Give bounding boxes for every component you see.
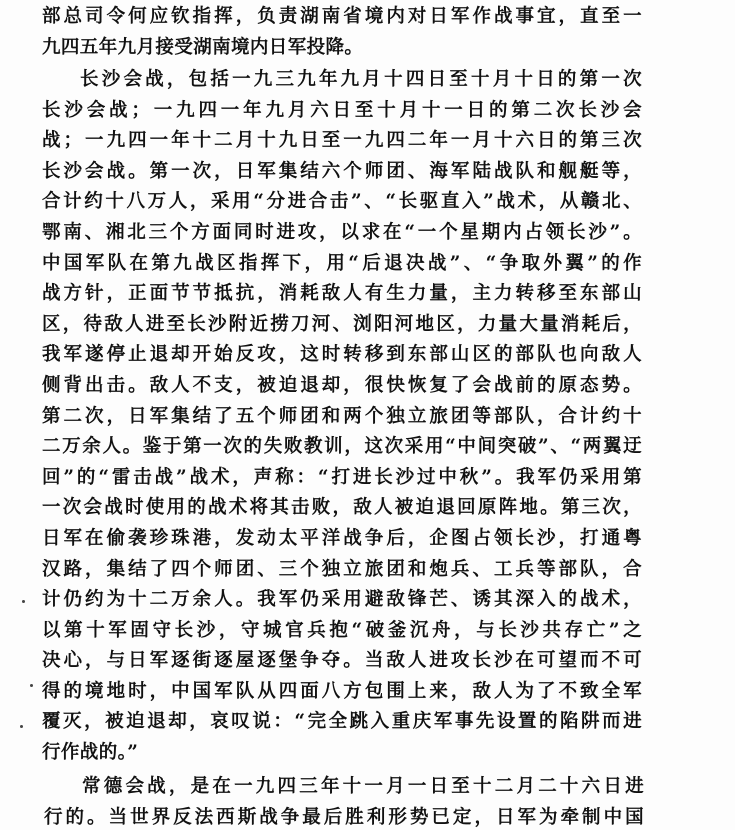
paragraph-changsha-battles <box>42 65 642 769</box>
text-line: 部总司令何应钦指挥，负责湖南省境内对日军作战事宜，直至一 <box>42 6 642 27</box>
text-line: 我军遂停止退却开始反攻，这时转移到东部山区的部队也向敌人 <box>42 344 642 366</box>
text-line: 中国军队在第九战区指挥下，用“后退决战”、“争取外翼”的作 <box>42 252 642 274</box>
text-line: 战方针，正面节节抵抗，消耗敌人有生力量，主力转移至东部山 <box>42 283 642 305</box>
text-line: 侧背出击。敌人不支，被迫退却，很快恢复了会战前的原态势。 <box>42 374 642 396</box>
text-line: 长沙会战。第一次，日军集结六个师团、海军陆战队和舰艇等， <box>42 160 642 182</box>
text-line: 第二次，日军集结了五个师团和两个独立旅团等部队，合计约十 <box>42 405 642 427</box>
text-line: 一次会战时使用的战术将其击败，敌人被迫退回原阵地。第三次， <box>42 497 642 519</box>
text-line: 合计约十八万人，采用“分进合击”、“长驱直入”战术，从赣北、 <box>42 191 642 213</box>
text-line: 二万余人。鉴于第一次的失败教训，这次采用“中间突破”、“两翼迂 <box>42 436 642 458</box>
scan-speck <box>30 684 33 687</box>
text-line: 长沙会战，包括一九三九年九月十四日至十月十日的第一次 <box>80 69 642 90</box>
scan-speck <box>22 600 25 603</box>
text-line: 鄂南、湘北三个方面同时进攻，以求在“一个星期内占领长沙”。 <box>42 221 642 243</box>
text-line: 日军在偷袭珍珠港，发动太平洋战争后，企图占领长沙，打通粤 <box>42 527 642 549</box>
text-line: 战；一九四一年十二月十九日至一九四二年一月十六日的第三次 <box>42 130 642 152</box>
text-line: 常德会战，是在一九四三年十一月一日至十二月二十六日进 <box>82 776 644 797</box>
text-line: 回”的“雷击战”战术，声称：“打进长沙过中秋”。我军仍采用第 <box>42 466 642 488</box>
text-line: 长沙会战；一九四一年九月六日至十月十一日的第二次长沙会 <box>42 99 642 121</box>
text-line: 得的境地时，中国军队从四面八方包围上来，敌人为了不致全军 <box>42 680 642 702</box>
text-line: 行作战的。” <box>42 742 139 764</box>
paragraph-command <box>42 2 642 63</box>
text-line: 区，待敌人进至长沙附近捞刀河、浏阳河地区，力量大量消耗后， <box>42 313 642 335</box>
text-line: 计仍约为十二万余人。我军仍采用避敌锋芒、诱其深入的战术， <box>42 589 642 611</box>
text-line: 决心，与日军逐街逐屋逐堡争夺。当敌人进攻长沙在可望而不可 <box>42 650 642 672</box>
scan-speck <box>20 725 23 728</box>
text-line: 以第十军固守长沙，守城官兵抱“破釜沉舟，与长沙共存亡”之 <box>42 619 642 641</box>
text-line: 覆灭，被迫退却，哀叹说：“完全跳入重庆军事先设置的陷阱而进 <box>42 711 642 733</box>
paragraph-changde-battle <box>44 772 644 833</box>
text-line: 汉路，集结了四个师团、三个独立旅团和炮兵、工兵等部队，合 <box>42 558 642 580</box>
text-line: 行的。当世界反法西斯战争最后胜利形势已定，日军为牵制中国 <box>44 806 644 828</box>
text-line: 九四五年九月接受湖南境内日军投降。 <box>42 36 364 58</box>
